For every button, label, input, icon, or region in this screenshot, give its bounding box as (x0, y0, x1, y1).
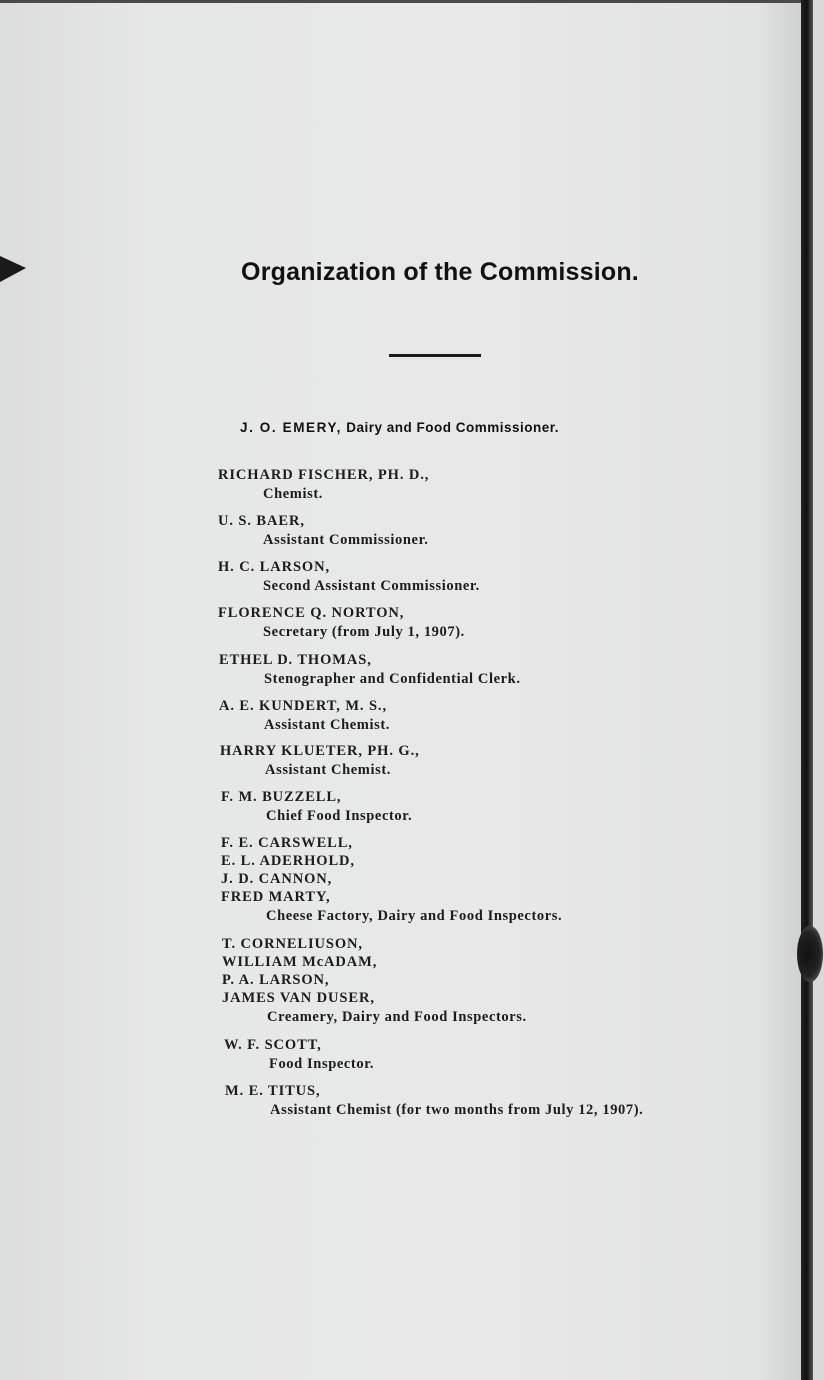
staff-name: ETHEL D. THOMAS, (219, 652, 372, 668)
staff-name: E. L. ADERHOLD, (221, 853, 355, 869)
book-spine (801, 0, 813, 1380)
staff-name: P. A. LARSON, (222, 972, 330, 988)
staff-entry-group (222, 935, 527, 1026)
staff-name: A. E. KUNDERT, M. S., (219, 698, 387, 714)
staff-name: FRED MARTY, (221, 889, 331, 905)
commissioner-role: Dairy and Food Commissioner. (346, 420, 560, 435)
staff-role: Food Inspector. (269, 1056, 375, 1072)
binding-clip-mark (797, 926, 823, 982)
staff-name: F. E. CARSWELL, (221, 835, 353, 851)
title-divider (389, 354, 481, 357)
staff-entry (225, 1082, 643, 1119)
staff-entry (224, 1036, 374, 1073)
staff-name: JAMES VAN DUSER, (222, 990, 375, 1006)
page-top-edge (0, 0, 824, 3)
staff-entry (218, 558, 480, 595)
staff-role: Chief Food Inspector. (266, 808, 413, 824)
staff-name: F. M. BUZZELL, (221, 789, 342, 805)
commissioner-line (240, 420, 559, 435)
staff-name: U. S. BAER, (218, 513, 305, 529)
staff-entry (218, 512, 429, 549)
staff-entry (218, 466, 429, 503)
staff-name: J. D. CANNON, (221, 871, 333, 887)
staff-name: W. F. SCOTT, (224, 1037, 322, 1053)
staff-name: T. CORNELIUSON, (222, 936, 363, 952)
commissioner-name: J. O. EMERY, (240, 420, 342, 435)
staff-entry (219, 651, 521, 688)
staff-role: Second Assistant Commissioner. (263, 578, 480, 594)
staff-entry (221, 788, 412, 825)
staff-role: Assistant Chemist. (265, 762, 391, 778)
staff-role: Stenographer and Confidential Clerk. (264, 671, 521, 687)
staff-role: Chemist. (263, 486, 323, 502)
staff-name: H. C. LARSON, (218, 559, 331, 575)
staff-name: FLORENCE Q. NORTON, (218, 605, 405, 621)
staff-role: Assistant Chemist. (264, 717, 390, 733)
page-title: Organization of the Commission. (241, 258, 639, 286)
staff-role: Cheese Factory, Dairy and Food Inspectors. (266, 908, 563, 924)
staff-role: Assistant Chemist (for two months from July 12, 1907). (270, 1102, 644, 1118)
staff-role: Assistant Commissioner. (263, 532, 429, 548)
staff-name: RICHARD FISCHER, PH. D., (218, 467, 430, 483)
staff-entry (219, 697, 390, 734)
staff-name: M. E. TITUS, (225, 1083, 321, 1099)
staff-role: Secretary (from July 1, 1907). (263, 624, 465, 640)
staff-entry-group (221, 834, 562, 925)
staff-name: HARRY KLUETER, PH. G., (220, 743, 420, 759)
staff-name: WILLIAM McADAM, (222, 954, 378, 970)
book-edge (813, 0, 824, 1380)
staff-role: Creamery, Dairy and Food Inspectors. (267, 1009, 527, 1025)
staff-entry (220, 742, 420, 779)
staff-entry (218, 604, 465, 641)
